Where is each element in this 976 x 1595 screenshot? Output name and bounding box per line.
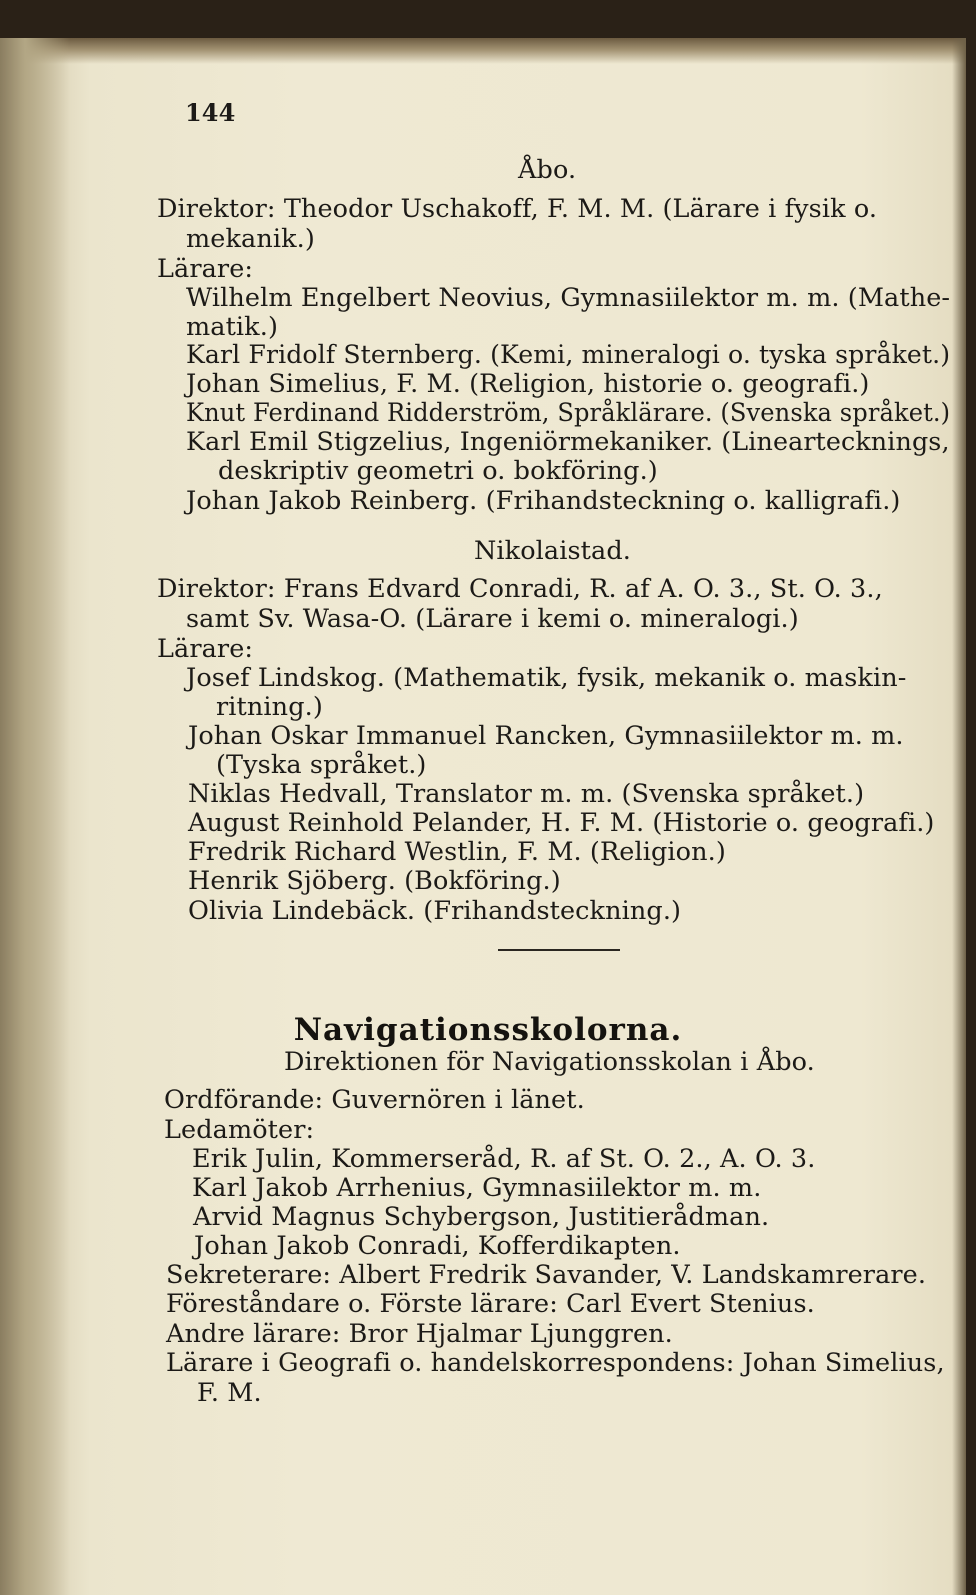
nikolaistad-line: Lärare: [157,634,254,664]
navigation-line: Föreståndare o. Förste lärare: Carl Evert Stenius. [166,1289,815,1319]
navigation-line: Ledamöter: [164,1115,315,1145]
page-right-edge [952,38,966,1595]
nikolaistad-line: Niklas Hedvall, Translator m. m. (Svenska språket.) [188,779,865,809]
section-heading-nikolaistad: Nikolaistad. [474,536,631,566]
nikolaistad-line: Direktor: Frans Edvard Conradi, R. af A. O. 3., St. O. 3., [157,574,883,604]
nikolaistad-line: ritning.) [216,692,323,722]
navigation-line: Arvid Magnus Schybergson, Justitierådman. [193,1202,770,1232]
nikolaistad-line: Josef Lindskog. (Mathematik, fysik, mekanik o. maskin- [186,663,907,693]
abo-line: Karl Fridolf Sternberg. (Kemi, mineralogi o. tyska språket.) [186,340,951,370]
abo-line: Karl Emil Stigzelius, Ingeniörmekaniker. (Lineartecknings, [186,427,950,457]
page-number: 144 [185,98,236,127]
nikolaistad-line: Fredrik Richard Westlin, F. M. (Religion.) [188,837,726,867]
navigation-line: Erik Julin, Kommerseråd, R. af St. O. 2., A. O. 3. [192,1144,816,1174]
section-divider [498,949,620,951]
navigation-line: Lärare i Geografi o. handelskorrespondens: Johan Simelius, [166,1348,945,1378]
navigation-line: Sekreterare: Albert Fredrik Savander, V. Landskamrerare. [166,1260,927,1290]
nikolaistad-line: samt Sv. Wasa-O. (Lärare i kemi o. mineralogi.) [186,604,799,634]
abo-line: Direktor: Theodor Uschakoff, F. M. M. (Lärare i fysik o. [157,194,878,224]
abo-line: deskriptiv geometri o. bokföring.) [218,456,658,486]
navigation-line: Johan Jakob Conradi, Kofferdikapten. [194,1231,681,1261]
section-heading-abo: Åbo. [518,155,577,185]
navigation-line: F. M. [197,1378,262,1408]
navigation-subheading: Direktionen för Navigationsskolan i Åbo. [284,1047,815,1077]
abo-line: Johan Simelius, F. M. (Religion, historie o. geografi.) [186,369,870,399]
navigation-line: Ordförande: Guvernören i länet. [164,1085,585,1115]
navigation-title: Navigationsskolorna. [293,1012,683,1048]
page-top-edge [0,38,966,64]
abo-line: mekanik.) [186,224,315,254]
nikolaistad-line: (Tyska språket.) [216,750,427,780]
nikolaistad-line: Olivia Lindebäck. (Frihandsteckning.) [188,896,682,926]
abo-line: Johan Jakob Reinberg. (Frihandsteckning o. kalligrafi.) [186,486,901,516]
nikolaistad-line: Johan Oskar Immanuel Rancken, Gymnasiilektor m. m. [188,721,904,751]
navigation-line: Karl Jakob Arrhenius, Gymnasiilektor m. m. [192,1173,762,1203]
nikolaistad-line: August Reinhold Pelander, H. F. M. (Historie o. geografi.) [188,808,935,838]
abo-line: matik.) [186,312,278,342]
navigation-line: Andre lärare: Bror Hjalmar Ljunggren. [166,1319,673,1349]
nikolaistad-line: Henrik Sjöberg. (Bokföring.) [188,866,561,896]
abo-line: Knut Ferdinand Ridderström, Språklärare. (Svenska språket.) [186,398,951,428]
abo-line: Lärare: [157,254,254,284]
abo-line: Wilhelm Engelbert Neovius, Gymnasiilektor m. m. (Mathe- [186,283,951,313]
spine-shadow [0,38,70,1595]
